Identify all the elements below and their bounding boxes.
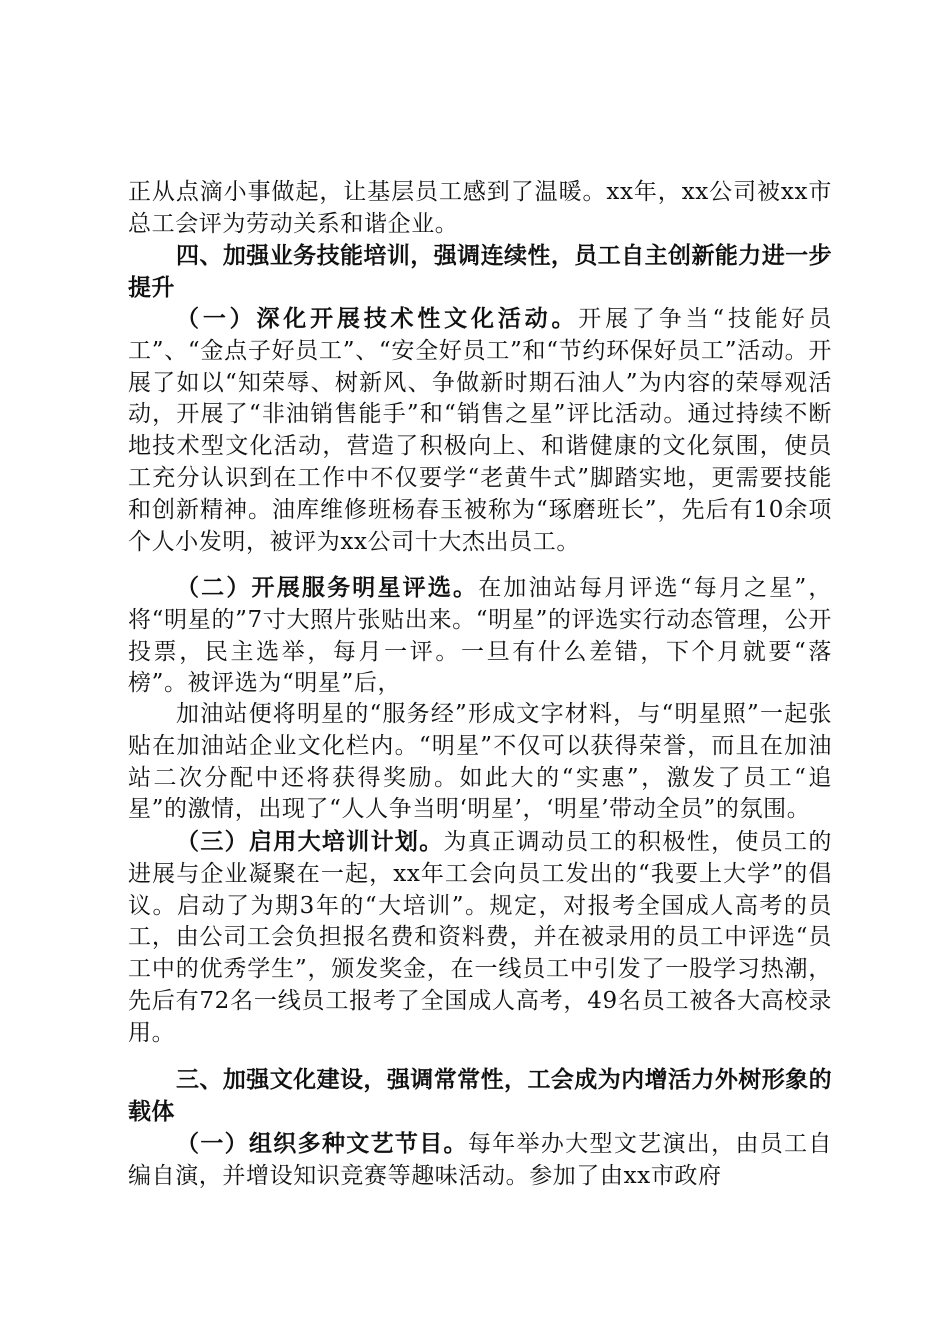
subheading-technical-activities: （一）深化开展技术性文化活动。 <box>176 305 579 332</box>
paragraph-training-plan-body: 为真正调动员工的积极性，使员工的进展与企业凝聚在一起，xx年工会向员工发出的“我要上大学”的倡议。启动了为期3年的“大培训”。规定，对报考全国成人高考的员工，由公司工会负担报名费和资料费，并在被录用的员工中评选“员工中的优秀学生”，颁发奖金，在一线员工中引发了一股学习热潮，先后有72名一线员工报考了全国成人高考，49名员工被各大高校录用。 <box>128 829 832 1046</box>
subheading-art-programs: （一）组织多种文艺节目。 <box>176 1130 468 1157</box>
paragraph-service-star <box>128 572 832 700</box>
paragraph-intro: 正从点滴小事做起，让基层员工感到了温暖。xx年，xx公司被xx市总工会评为劳动关系和谐企业。 <box>128 179 832 237</box>
paragraph-technical-activities <box>128 303 832 558</box>
subheading-service-star: （二）开展服务明星评选。 <box>176 574 479 601</box>
paragraph-training-plan <box>128 826 832 1050</box>
paragraph-service-star-body: 在加油站每月评选“每月之星”，将“明星的”7寸大照片张贴出来。“明星”的评选实行动态管理，公开投票，民主选举，每月一评。一旦有什么差错，下个月就要“落榜”。被评选为“明星”后， <box>128 575 832 697</box>
paragraph-art-programs-body: 每年举办大型文艺演出，由员工自编自演，并增设知识竞赛等趣味活动。参加了由xx市政府 <box>128 1131 833 1189</box>
section-heading-four: 四、加强业务技能培训，强调连续性，员工自主创新能力进一步提升 <box>128 242 832 301</box>
subheading-training-plan: （三）启用大培训计划。 <box>176 828 444 855</box>
paragraph-art-programs <box>128 1128 832 1193</box>
paragraph-technical-activities-body: 开展了争当“技能好员工”、“金点子好员工”、“安全好员工”和“节约环保好员工”活动。开展了如以“知荣辱、树新风、争做新时期石油人”为内容的荣辱观活动，开展了“非油销售能手”和“销售之星”评比活动。通过持续不断地技术型文化活动，营造了积极向上、和谐健康的文化氛围，使员工充分认识到在工作中不仅要学“老黄牛式”脚踏实地，更需要技能和创新精神。油库维修班杨春玉被称为“琢磨班长”，先后有10余项个人小发明，被评为xx公司十大杰出员工。 <box>128 306 833 555</box>
paragraph-star-rewards: 加油站便将明星的“服务经”形成文字材料，与“明星照”一起张贴在加油站企业文化栏内。“明星”不仅可以获得荣誉，而且在加油站二次分配中还将获得奖励。如此大的“实惠”，激发了员工“追星”的激情，出现了“人人争当明‘明星’，‘明星’带动全员”的氛围。 <box>128 701 832 823</box>
section-heading-three: 三、加强文化建设，强调常常性，工会成为内增活力外树形象的载体 <box>128 1066 832 1125</box>
